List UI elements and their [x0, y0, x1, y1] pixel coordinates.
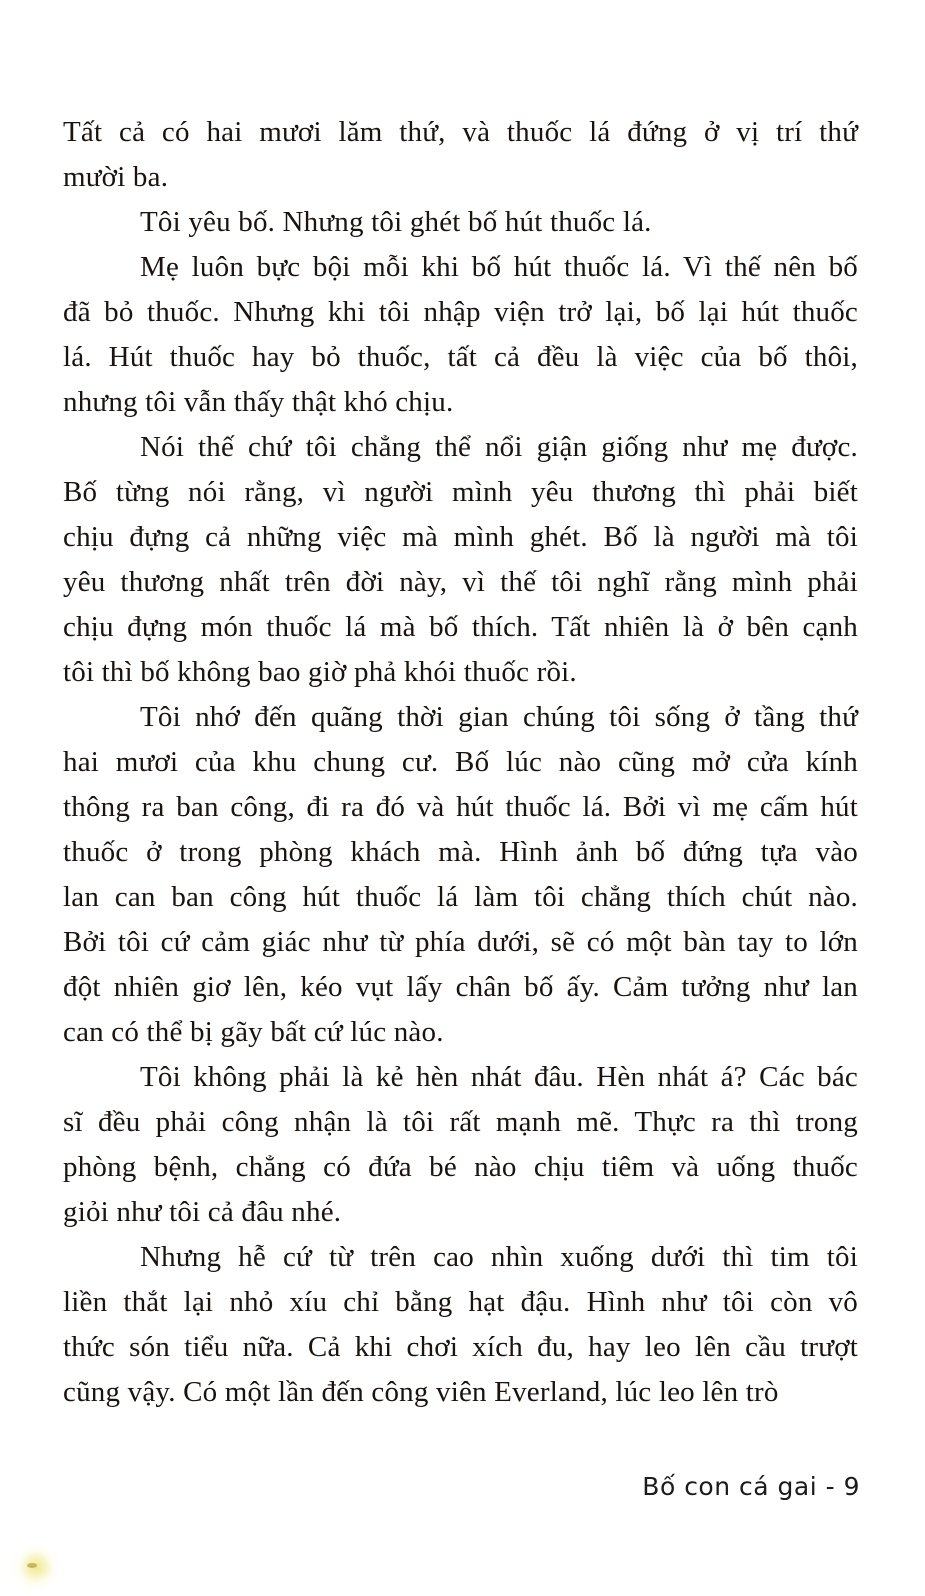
- text-line: Tất cả có hai mươi lăm thứ, và thuốc lá đứng ở vị trí thứ: [63, 116, 858, 148]
- paragraph: [63, 110, 858, 200]
- stain-mark: [10, 1542, 62, 1592]
- text-line: lá. Hút thuốc hay bỏ thuốc, tất cả đều là việc của bố thôi,: [63, 341, 858, 373]
- paragraph: [63, 695, 858, 1055]
- text-line: Nói thế chứ tôi chẳng thể nổi giận giống như mẹ được.: [140, 431, 858, 463]
- text-line: đã bỏ thuốc. Nhưng khi tôi nhập viện trở lại, bố lại hút thuốc: [63, 296, 858, 328]
- paragraph: [63, 425, 858, 695]
- text-line: tôi thì bố không bao giờ phả khói thuốc rồi.: [63, 656, 577, 688]
- text-line: hai mươi của khu chung cư. Bố lúc nào cũng mở cửa kính: [63, 746, 858, 778]
- text-line: mười ba.: [63, 161, 169, 193]
- text-line: lan can ban công hút thuốc lá làm tôi chẳng thích chút nào.: [63, 881, 858, 913]
- text-line: Tôi không phải là kẻ hèn nhát đâu. Hèn nhát á? Các bác: [140, 1061, 858, 1093]
- text-line: thuốc ở trong phòng khách mà. Hình ảnh bố đứng tựa vào: [63, 836, 858, 868]
- paragraph: [63, 245, 858, 425]
- running-title-page-number: Bố con cá gai - 9: [642, 1472, 860, 1501]
- text-line: can có thể bị gãy bất cứ lúc nào.: [63, 1016, 444, 1048]
- text-block: [63, 110, 858, 1415]
- text-line: thức són tiểu nữa. Cả khi chơi xích đu, hay leo lên cầu trượt: [63, 1331, 858, 1363]
- text-line: Bởi tôi cứ cảm giác như từ phía dưới, sẽ có một bàn tay to lớn: [63, 926, 858, 958]
- text-line: Bố từng nói rằng, vì người mình yêu thương thì phải biết: [63, 476, 858, 508]
- text-line: chịu đựng món thuốc lá mà bố thích. Tất nhiên là ở bên cạnh: [63, 611, 858, 643]
- text-line: liền thắt lại nhỏ xíu chỉ bằng hạt đậu. Hình như tôi còn vô: [63, 1286, 858, 1318]
- text-line: phòng bệnh, chẳng có đứa bé nào chịu tiêm và uống thuốc: [63, 1151, 858, 1183]
- text-line: đột nhiên giơ lên, kéo vụt lấy chân bố ấy. Cảm tưởng như lan: [63, 971, 858, 1003]
- text-line: Tôi yêu bố. Nhưng tôi ghét bố hút thuốc lá.: [140, 206, 652, 238]
- text-line: thông ra ban công, đi ra đó và hút thuốc lá. Bởi vì mẹ cấm hút: [63, 791, 858, 823]
- paragraph: [63, 200, 858, 245]
- text-line: yêu thương nhất trên đời này, vì thế tôi nghĩ rằng mình phải: [63, 566, 858, 598]
- text-line: nhưng tôi vẫn thấy thật khó chịu.: [63, 386, 454, 418]
- page-footer: [642, 1472, 860, 1501]
- text-line: giỏi như tôi cả đâu nhé.: [63, 1196, 342, 1228]
- paragraph: [63, 1235, 858, 1415]
- text-line: Mẹ luôn bực bội mỗi khi bố hút thuốc lá. Vì thế nên bố: [140, 251, 858, 283]
- paragraph: [63, 1055, 858, 1235]
- text-line: chịu đựng cả những việc mà mình ghét. Bố là người mà tôi: [63, 521, 858, 553]
- text-line: sĩ đều phải công nhận là tôi rất mạnh mẽ. Thực ra thì trong: [63, 1106, 858, 1138]
- text-line: Tôi nhớ đến quãng thời gian chúng tôi sống ở tầng thứ: [140, 701, 858, 733]
- text-line: cũng vậy. Có một lần đến công viên Everland, lúc leo lên trò: [63, 1376, 779, 1408]
- stain-core: [27, 1563, 37, 1568]
- text-line: Nhưng hễ cứ từ trên cao nhìn xuống dưới thì tim tôi: [140, 1241, 858, 1273]
